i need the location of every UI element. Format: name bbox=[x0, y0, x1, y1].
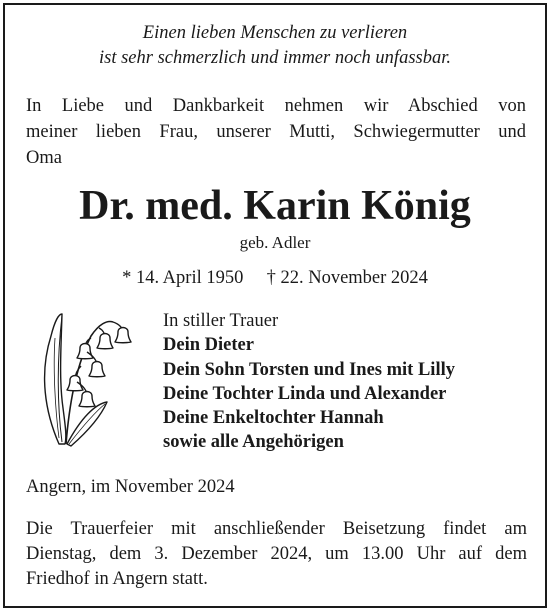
deceased-name: Dr. med. Karin König bbox=[79, 183, 471, 229]
funeral-line: Dienstag, dem 3. Dezember 2024, um 13.00 Uhr auf dem bbox=[26, 544, 527, 564]
intro-line: Oma bbox=[26, 148, 62, 168]
death-date: † 22. November 2024 bbox=[266, 268, 428, 288]
lily-of-the-valley-icon bbox=[35, 308, 135, 448]
quote-line: Einen lieben Menschen zu verlieren bbox=[142, 23, 408, 43]
birth-date: * 14. April 1950 bbox=[122, 268, 244, 288]
mourner-name: Deine Enkeltochter Hannah bbox=[163, 408, 384, 429]
intro-line: meiner lieben Frau, unserer Mutti, Schwiegermutter und bbox=[26, 122, 526, 142]
mourners-list bbox=[163, 309, 533, 455]
intro-text bbox=[26, 93, 526, 171]
obituary-notice bbox=[3, 3, 547, 608]
life-dates bbox=[5, 266, 545, 290]
place-and-date: Angern, im November 2024 bbox=[26, 477, 235, 497]
mourner-name: sowie alle Angehörigen bbox=[163, 432, 344, 453]
mourner-name: Deine Tochter Linda und Alexander bbox=[163, 383, 447, 404]
funeral-info bbox=[26, 517, 527, 592]
quote-line: ist sehr schmerzlich und immer noch unfassbar. bbox=[98, 48, 451, 68]
mourners-heading: In stiller Trauer bbox=[163, 311, 279, 331]
mourner-name: Dein Dieter bbox=[163, 335, 254, 356]
mourner-name: Dein Sohn Torsten und Ines mit Lilly bbox=[163, 359, 455, 380]
maiden-name: geb. Adler bbox=[239, 233, 311, 252]
funeral-line: Die Trauerfeier mit anschließender Beisetzung findet am bbox=[26, 519, 527, 539]
memorial-quote bbox=[5, 21, 545, 71]
funeral-line: Friedhof in Angern statt. bbox=[26, 569, 208, 589]
intro-line: In Liebe und Dankbarkeit nehmen wir Abschied von bbox=[26, 96, 526, 116]
